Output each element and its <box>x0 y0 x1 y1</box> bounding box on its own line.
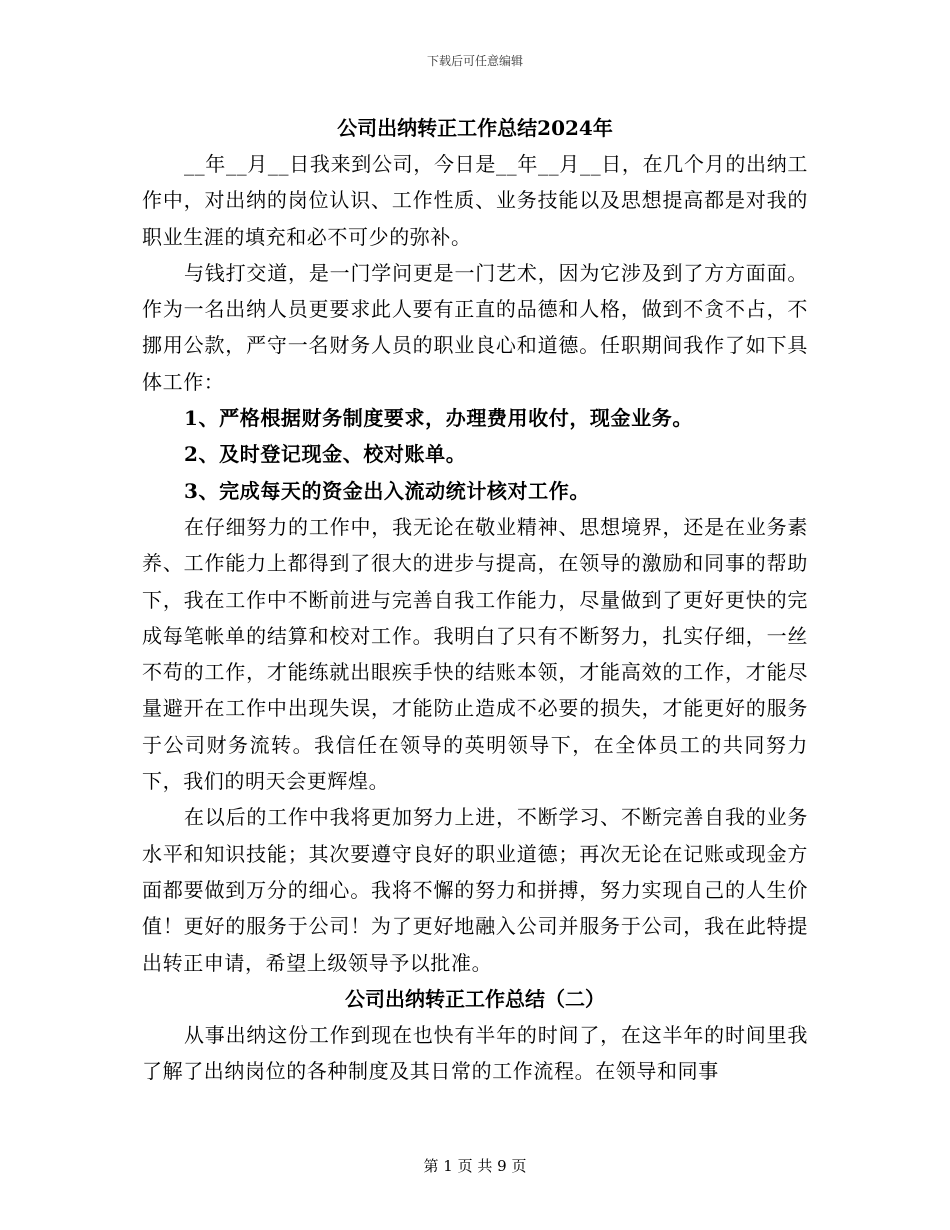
list-item: 3、完成每天的资金出入流动统计核对工作。 <box>184 478 590 503</box>
document-body <box>142 110 808 1089</box>
list-item: 1、严格根据财务制度要求，办理费用收付，现金业务。 <box>184 406 693 431</box>
header-note: 下载后可任意编辑 <box>426 54 523 68</box>
list-item: 2、及时登记现金、校对账单。 <box>184 442 467 467</box>
paragraph-future: 在以后的工作中我将更加努力上进，不断学习、不断完善自我的业务水平和知识技能；其次要遵守良好的职业道德；再次无论在记账或现金方面都要做到万分的细心。我将不懈的努力和拼搏，努力实现自己的人生价值！更好的服务于公司！为了更好地融入公司并服务于公司，我在此特提出转正申请，希望上级领导予以批准。 <box>142 805 808 975</box>
section-title: 公司出纳转正工作总结（二） <box>345 986 605 1011</box>
paragraph-progress: 在仔细努力的工作中，我无论在敬业精神、思想境界，还是在业务素养、工作能力上都得到了很大的进步与提高，在领导的激励和同事的帮助下，我在工作中不断前进与完善自我工作能力，尽量做到了更好更快的完成每笔帐单的结算和校对工作。我明白了只有不断努力，扎实仔细，一丝不苟的工作，才能练就出眼疾手快的结账本领，才能高效的工作，才能尽量避开在工作中出现失误，才能防止造成不必要的损失，才能更好的服务于公司财务流转。我信任在领导的英明领导下，在全体员工的共同努力下，我们的明天会更辉煌。 <box>142 514 808 794</box>
paragraph-money: 与钱打交道，是一门学问更是一门艺术，因为它涉及到了方方面面。作为一名出纳人员更要求此人要有正直的品德和人格，做到不贪不占，不挪用公款，严守一名财务人员的职业良心和道德。任职期间我作了如下具体工作： <box>142 260 808 394</box>
document-title: 公司出纳转正工作总结2024年 <box>337 116 613 140</box>
paragraph-intro: __年__月__日我来到公司，今日是__年__月__日，在几个月的出纳工作中，对出纳的岗位认识、工作性质、业务技能以及思想提高都是对我的职业生涯的填充和必不可少的弥补。 <box>142 152 808 249</box>
page-number: 第 1 页 共 9 页 <box>423 1157 527 1175</box>
paragraph-section2-intro: 从事出纳这份工作到现在也快有半年的时间了，在这半年的时间里我了解了出纳岗位的各种制度及其日常的工作流程。在领导和同事 <box>142 1022 808 1084</box>
